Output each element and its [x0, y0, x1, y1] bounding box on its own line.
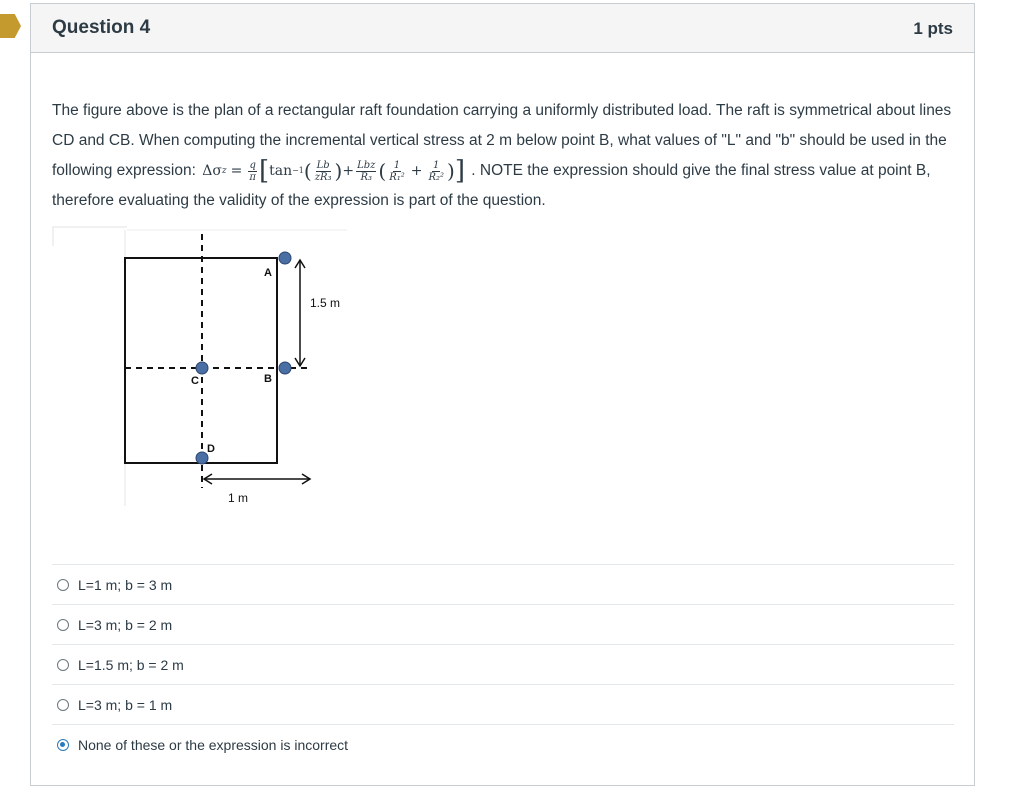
answer-option[interactable]: [52, 684, 954, 724]
dim-horizontal-label: 1 m: [228, 491, 249, 505]
raft-plan-svg: [52, 226, 347, 511]
question-card: [30, 3, 975, 786]
question-text: [52, 96, 952, 216]
answer-option[interactable]: [52, 644, 954, 684]
formula-q-over-pi: $\frac{q}{\pi}$: [249, 159, 256, 183]
question-points: 1 pts: [913, 19, 953, 38]
point-c: [196, 362, 208, 374]
label-a: A: [264, 267, 272, 279]
radio-icon[interactable]: [57, 699, 69, 711]
raft-plan-figure: [52, 226, 347, 511]
answer-option-selected[interactable]: [52, 724, 954, 764]
radio-icon[interactable]: [57, 619, 69, 631]
answer-option[interactable]: [52, 604, 954, 644]
radio-selected-icon[interactable]: [57, 739, 69, 751]
label-b: B: [264, 373, 272, 385]
dim-vertical-label: 1.5 m: [310, 296, 341, 310]
answer-label: L=3 m; b = 2 m: [78, 616, 173, 633]
formula-frac-1: $\frac{Lb}{\text{zR₃}}$: [314, 159, 332, 183]
question-header: [31, 4, 974, 53]
label-c: C: [191, 375, 199, 387]
question-title: Question 4: [52, 17, 151, 38]
answer-list: [52, 564, 954, 764]
answer-option[interactable]: [52, 564, 954, 604]
formula-lhs-sub: z: [221, 166, 227, 176]
formula-frac-4: $\frac{1}{\text{R₂²}}$: [428, 159, 445, 183]
question-text-part2: . NOTE the expression should give the final stress value at point B, therefore evaluating the validity of the expression is part of the question.: [52, 162, 931, 210]
point-a: [279, 252, 291, 264]
answer-label: None of these or the expression is incorrect: [78, 736, 349, 753]
question-text-part1: The figure above is the plan of a rectangular raft foundation carrying a uniformly distributed load. The raft is symmetrical about lines CD and CB. When computing the incremental vertical stress at 2 m below point B, what values of "L" and "b" should be used in the following expression:: [52, 102, 952, 180]
label-d: D: [207, 443, 215, 455]
radio-icon[interactable]: [57, 659, 69, 671]
radio-icon[interactable]: [57, 579, 69, 591]
answer-label: L=1.5 m; b = 2 m: [78, 656, 184, 673]
formula-lhs: Δσ: [202, 163, 222, 179]
question-flag-icon[interactable]: [0, 14, 21, 38]
formula-tan-exp: −1: [292, 166, 304, 175]
point-b: [279, 362, 291, 374]
answer-label: L=1 m; b = 3 m: [78, 576, 173, 593]
answer-label: L=3 m; b = 1 m: [78, 696, 173, 713]
formula-frac-2: $\frac{\text{Lbz}}{\text{R₃}}$: [357, 159, 376, 183]
stress-formula: Δσ z = $\frac{q}{\pi}$ [ tan −1 ( $\frac{Lb}{\text{zR₃}}$ ) + $\frac{\text{Lbz}}{\text{R₃}}$ ( $\frac{1}{\text{R₁²}}$ + $\frac{1}{\text{R₂²}}$ ) ]: [202, 156, 465, 186]
formula-tan: tan: [269, 163, 293, 179]
formula-frac-3: $\frac{1}{\text{R₁²}}$: [389, 159, 405, 183]
